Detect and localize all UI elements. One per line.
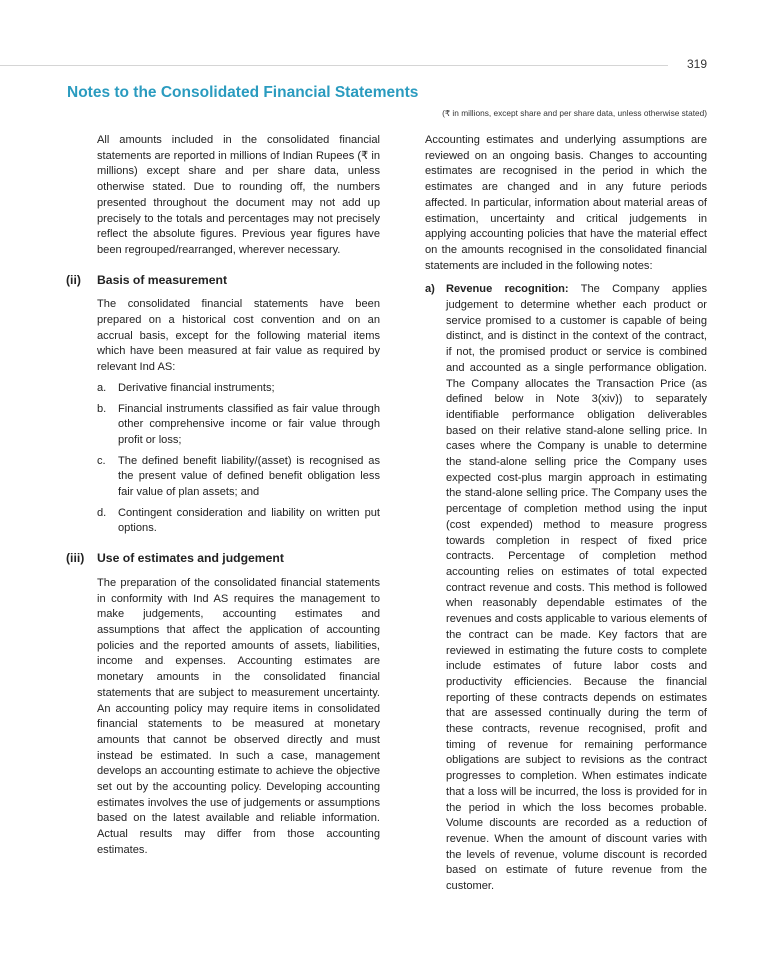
list-marker: a. <box>97 381 107 394</box>
list-item-text: The defined benefit liability/(asset) is recognised as the present value of defined benefit obligation less fair value of plan assets; and <box>118 454 380 499</box>
basis-of-measurement-heading <box>66 272 380 289</box>
section-number: (iii) <box>66 551 85 566</box>
header-divider <box>0 65 668 66</box>
list-item <box>97 402 380 449</box>
revenue-recognition-item <box>425 282 707 894</box>
right-column <box>425 133 707 895</box>
left-column <box>66 133 380 859</box>
section-heading-text: Use of estimates and judgement <box>97 551 284 566</box>
basis-of-measurement-paragraph: The consolidated financial statements have been prepared on a historical cost convention and on an accrual basis, except for the following material items which have been measured at fair value as required by relevant Ind AS: <box>97 298 380 374</box>
list-marker: b. <box>97 402 107 415</box>
page-number: 319 <box>686 57 707 71</box>
revenue-recognition-text: The Company applies judgement to determine whether each product or service promised to a customer is capable of being distinct, and is distinct in the context of the contract, if not, the promised product or service is combined and accounted as a single performance obligation. The Company allocates the Transaction Price (as defined below in Note 3(xiv)) to separately identifiable performance obligation deliverables based on their relative stand-alone selling price. In cases where the Company is unable to determine the stand-alone selling price the Company uses expected cost-plus margin approach in estimating the stand-alone selling price. The Company uses the percentage of completion method using the input (cost expended) method to measure progress towards completion in respect of fixed price contracts. Percentage of completion method accounting relies on estimates of total expected contract revenue and costs. This method is followed when reasonably dependable estimates of the revenues and costs applicable to various elements of the contract can be made. Key factors that are reviewed in estimating the future costs to complete include estimates of future labor costs and productivity efficiencies. Because the financial reporting of these contracts depends on estimates that are assessed continually during the term of these contracts, revenue recognised, profit and timing of revenue for remaining performance obligations are subject to revisions as the contract progresses to completion. When estimates indicate that a loss will be incurred, the loss is provided for in the period in which the loss becomes probable. Volume discounts are recorded as a reduction of revenue. When the amount of discount varies with the levels of revenue, volume discount is recorded based on estimate of future revenue from the customer. <box>446 283 708 893</box>
section-number: (ii) <box>66 272 81 287</box>
measurement-items-list <box>97 381 380 537</box>
list-item-text: Contingent consideration and liability on written put options. <box>118 506 380 535</box>
section-heading-text: Basis of measurement <box>97 272 228 287</box>
list-item-text: Derivative financial instruments; <box>118 381 275 394</box>
list-item <box>97 381 380 397</box>
estimates-review-paragraph: Accounting estimates and underlying assumptions are reviewed on an ongoing basis. Changes to accounting estimates are recognised in the period in which the estimates are changed and in any future periods affected. In particular, information about material areas of estimation, uncertainty and critical judgements in applying accounting policies that have the material effect on the amounts recognised in the consolidated financial statements are included in the following notes: <box>425 134 707 272</box>
list-marker: a) <box>425 283 435 296</box>
intro-paragraph: All amounts included in the consolidated financial statements are reported in millions of Indian Rupees (₹ in millions) except share and per share data, unless otherwise stated. Due to rounding off, the numbers presented throughout the document may not add up precisely to the totals and percentages may not precisely reflect the absolute figures. Previous year figures have been regrouped/rearranged, wherever necessary. <box>97 134 380 256</box>
use-of-estimates-heading <box>66 551 380 567</box>
use-of-estimates-paragraph: The preparation of the consolidated financial statements in conformity with Ind AS requires the management to make judgements, accounting estimates and assumptions that affect the application of accounting policies and the reported amounts of assets, liabilities, income and expenses. Accounting estimates are monetary amounts in the consolidated financial statements that are subject to measurement uncertainty. An accounting policy may require items in consolidated financial statements to be measured at monetary amounts that cannot be observed directly and must instead be estimated. In such a case, management develops an accounting estimate to achieve the objective set out by the accounting policy. Developing accounting estimates involves the use of judgements or assumptions based on the latest available and reliable information. Actual results may differ from those accounting estimates. <box>97 576 380 856</box>
list-item-text: Financial instruments classified as fair value through other comprehensive income or fair value through profit or loss; <box>118 402 380 446</box>
list-marker: d. <box>97 506 107 519</box>
section-title: Notes to the Consolidated Financial Statements <box>67 84 419 101</box>
list-item <box>97 506 380 537</box>
revenue-recognition-paragraph <box>446 282 707 894</box>
list-item <box>97 454 380 501</box>
list-marker: c. <box>97 454 106 467</box>
revenue-recognition-lead: Revenue recognition: <box>446 283 569 296</box>
units-note: (₹ in millions, except share and per share data, unless otherwise stated) <box>442 108 707 118</box>
